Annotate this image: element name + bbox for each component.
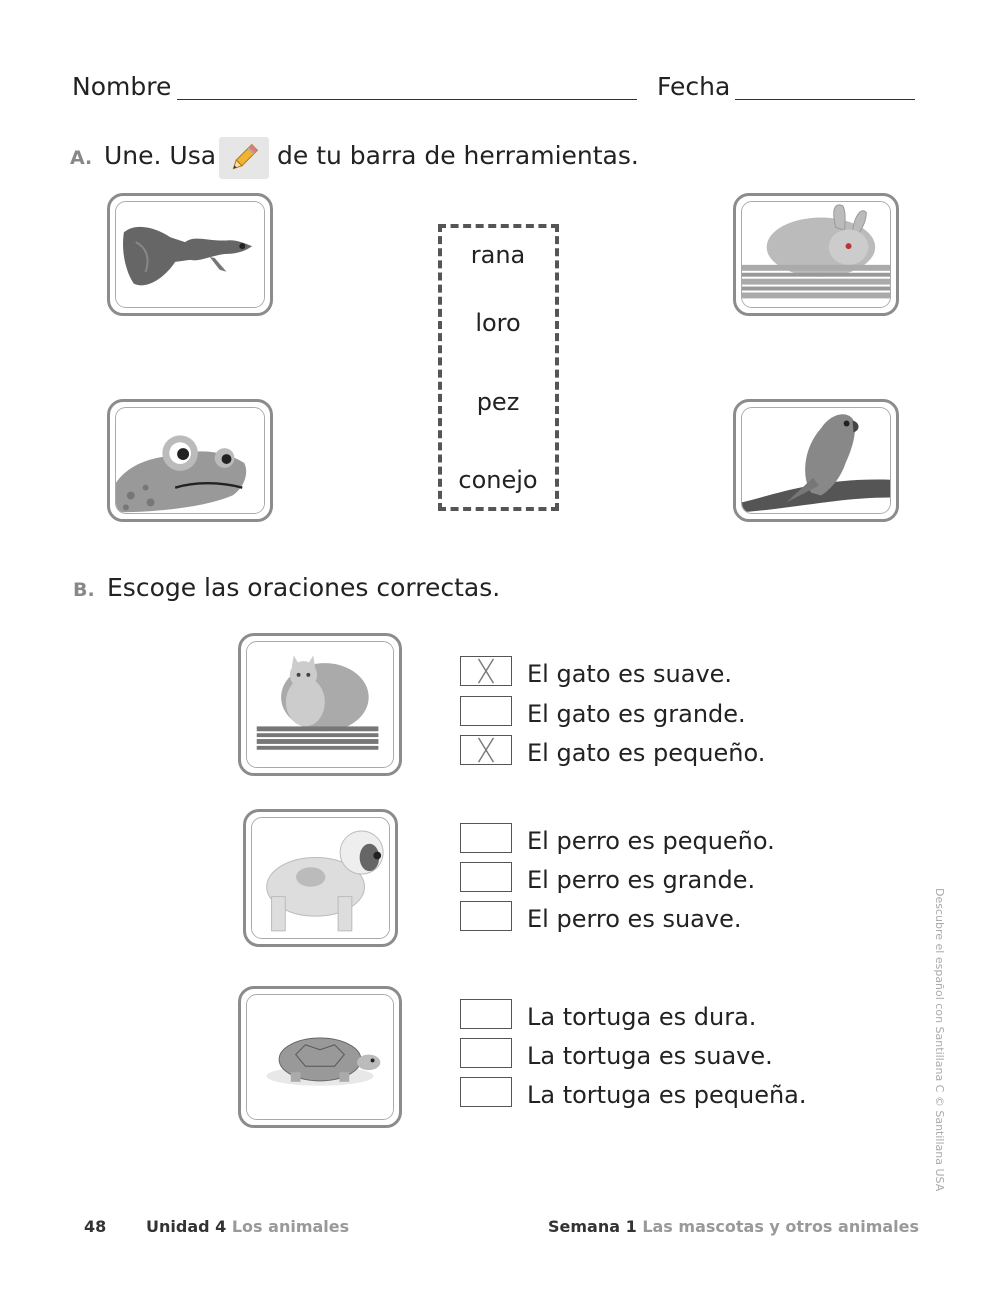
option-turtle-small[interactable]: La tortuga es pequeña. [527,1081,807,1109]
section-a-letter: A. [70,147,93,169]
unit-name: Los animales [231,1217,350,1236]
checkbox-turtle-small[interactable] [460,1077,512,1107]
turtle-picture [247,995,393,1119]
word-loro[interactable]: loro [475,309,521,337]
cat-picture [247,642,393,767]
name-field[interactable] [177,99,637,100]
copyright-side-note: Descubre el español con Santillana C © Santillana USA [933,888,946,1192]
name-label: Nombre [72,72,172,101]
cat-image-card [238,633,402,776]
week-title [548,1217,919,1236]
checkbox-dog-small[interactable] [460,823,512,853]
unit-title [146,1217,349,1236]
option-turtle-soft[interactable]: La tortuga es suave. [527,1042,773,1070]
dog-image-card [243,809,398,947]
option-cat-small[interactable]: El gato es pequeño. [527,739,766,767]
option-cat-big[interactable]: El gato es grande. [527,700,746,728]
date-field[interactable] [735,99,915,100]
unit-label: Unidad 4 [146,1217,227,1236]
option-turtle-hard[interactable]: La tortuga es dura. [527,1003,757,1031]
option-dog-small[interactable]: El perro es pequeño. [527,827,775,855]
checkbox-cat-soft[interactable] [460,656,512,686]
option-cat-soft[interactable]: El gato es suave. [527,660,733,688]
checkbox-dog-big[interactable] [460,862,512,892]
checkbox-turtle-hard[interactable] [460,999,512,1029]
week-name: Las mascotas y otros animales [642,1217,920,1236]
option-dog-soft[interactable]: El perro es suave. [527,905,742,933]
x-mark-icon [461,657,511,685]
pencil-icon [227,141,261,175]
fish-image-card[interactable] [107,193,273,316]
pencil-tool-button[interactable] [219,137,269,179]
checkbox-dog-soft[interactable] [460,901,512,931]
word-rana[interactable]: rana [470,241,526,269]
word-pez[interactable]: pez [476,388,520,416]
rabbit-picture [742,202,890,307]
option-dog-big[interactable]: El perro es grande. [527,866,756,894]
checkbox-cat-small[interactable] [460,735,512,765]
checkbox-cat-big[interactable] [460,696,512,726]
page-number: 48 [84,1217,107,1236]
section-a-instruction: Une. Usa [104,141,217,170]
date-label: Fecha [657,72,731,101]
fish-picture [116,202,264,307]
section-a-instruction-end: de tu barra de herramientas. [277,141,639,170]
week-label: Semana 1 [548,1217,637,1236]
checkbox-turtle-soft[interactable] [460,1038,512,1068]
section-b-letter: B. [73,579,95,601]
parrot-image-card[interactable] [733,399,899,522]
dog-picture [252,818,389,938]
x-mark-icon [461,736,511,764]
frog-image-card[interactable] [107,399,273,522]
word-conejo[interactable]: conejo [458,466,538,494]
parrot-picture [742,408,890,513]
section-b-instruction: Escoge las oraciones correctas. [107,573,501,602]
rabbit-image-card[interactable] [733,193,899,316]
turtle-image-card [238,986,402,1128]
frog-picture [116,408,264,513]
